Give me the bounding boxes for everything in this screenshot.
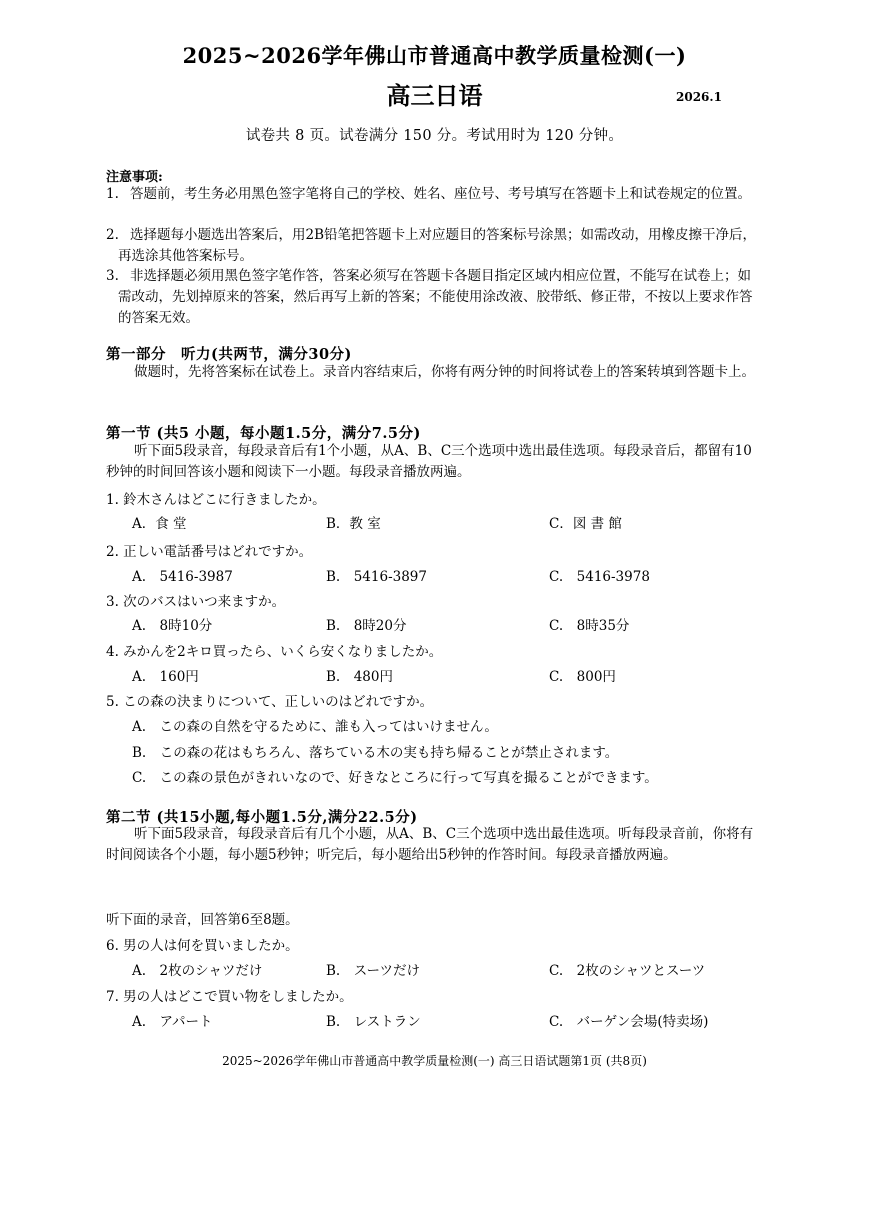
note-item — [106, 266, 762, 329]
option-c: C. この森の景色がきれいなので、好きなところに行って写真を撮ることができます。 — [132, 770, 658, 786]
part1-heading: 第一部分 听力(共两节，满分30分) — [106, 346, 352, 363]
page-footer: 2025~2026学年佛山市普通高中教学质量检测(一) 高三日语试题第1页 (共8页) — [222, 1054, 647, 1068]
section1-heading: 第一节 (共5 小题，每小题1.5分，满分7.5分) — [106, 425, 421, 442]
option-a: A. この森の自然を守るために、誰も入ってはいけません。 — [132, 719, 498, 735]
option-b: B. この森の花はもちろん、落ちている木の実も持ち帰ることが禁止されます。 — [132, 745, 619, 761]
note-text: 非选择题必须用黑色签字笔作答，答案必须写在答题卡各题目指定区域内相应位置，不能写在试卷上；如需改动，先划掉原来的答案，然后再写上新的答案；不能使用涂改液、胶带纸、修正带，不按以上要求作答的答案无效。 — [118, 268, 753, 326]
note-item — [106, 184, 762, 205]
subject-title: 高三日语 — [386, 81, 483, 110]
option-a: A. 8時10分 — [132, 618, 213, 634]
option-b: B. 8時20分 — [326, 618, 407, 634]
question-2: 2. 正しい電話番号はどれですか。 — [106, 544, 313, 560]
question-7: 7. 男の人はどこで買い物をしましたか。 — [106, 989, 353, 1005]
option-c: C. 800円 — [549, 669, 616, 685]
option-c: C. 5416-3978 — [549, 569, 650, 585]
option-c: C．図 書 館 — [549, 516, 622, 532]
note-text: 选择题每小题选出答案后，用2B铅笔把答题卡上对应题目的答案标号涂黑；如需改动，用橡皮擦干净后，再选涂其他答案标号。 — [118, 227, 757, 264]
option-a: A．食 堂 — [132, 516, 187, 532]
question-5: 5. この森の決まりについて、正しいのはどれですか。 — [106, 694, 434, 710]
notes-title: 注意事项: — [106, 170, 163, 185]
option-b: B. スーツだけ — [326, 963, 420, 979]
note-number: 1. — [106, 186, 119, 202]
option-b: B．教 室 — [326, 516, 381, 532]
option-a: A. 5416-3987 — [132, 569, 233, 585]
option-b: B. 5416-3897 — [326, 569, 427, 585]
note-item — [106, 225, 762, 267]
part1-intro: 做题时，先将答案标在试卷上。录音内容结束后，你将有两分钟的时间将试卷上的答案转填到答题卡上。 — [134, 364, 755, 380]
section1-intro: 听下面5段录音，每段录音后有1个小题，从A、B、C三个选项中选出最佳选项。每段录音后，都留有10秒钟的时间回答该小题和阅读下一小题。每段录音播放两遍。 — [106, 443, 752, 480]
section2-heading: 第二节 (共15小题,每小题1.5分,满分22.5分) — [106, 809, 418, 826]
question-4: 4. みかんを2キロ買ったら、いくら安くなりましたか。 — [106, 644, 443, 660]
option-b: B. レストラン — [326, 1014, 421, 1030]
question-3: 3. 次のバスはいつ来ますか。 — [106, 594, 286, 610]
question-6: 6. 男の人は何を買いましたか。 — [106, 938, 299, 954]
option-a: A. 2枚のシャツだけ — [132, 963, 263, 979]
group-intro: 听下面的录音，回答第6至8题。 — [106, 912, 299, 928]
exam-date: 2026.1 — [676, 90, 722, 104]
note-text: 答题前，考生务必用黑色签字笔将自己的学校、姓名、座位号、考号填写在答题卡上和试卷规定的位置。 — [130, 186, 751, 202]
option-c: C. 2枚のシャツとスーツ — [549, 963, 706, 979]
question-1: 1. 鈴木さんはどこに行きましたか。 — [106, 492, 326, 508]
option-a: A. 160円 — [132, 669, 199, 685]
note-number: 2. — [106, 227, 119, 243]
exam-meta: 试卷共 8 页。试卷满分 150 分。考试用时为 120 分钟。 — [245, 128, 624, 144]
option-b: B. 480円 — [326, 669, 393, 685]
option-a: A. アパート — [132, 1014, 213, 1030]
option-c: C. 8時35分 — [549, 618, 630, 634]
note-number: 3. — [106, 268, 119, 284]
exam-title: 2025~2026学年佛山市普通高中教学质量检测(一) — [182, 43, 687, 68]
section2-intro: 听下面5段录音，每段录音后有几个小题，从A、B、C三个选项中选出最佳选项。听每段录音前，你将有时间阅读各个小题，每小题5秒钟；听完后，每小题给出5秒钟的作答时间。每段录音播放两遍。 — [106, 826, 754, 863]
option-c: C. バーゲン会場(特卖场) — [549, 1014, 709, 1030]
